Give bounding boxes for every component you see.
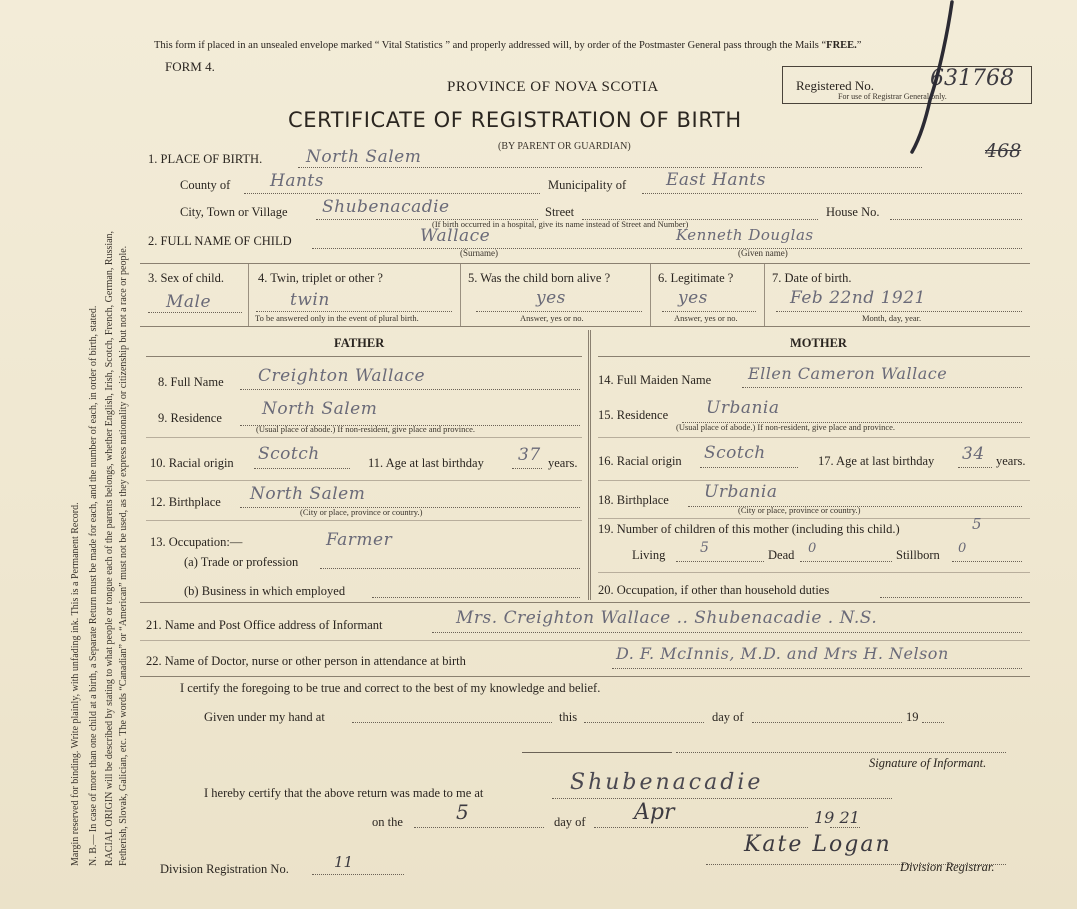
city-label: City, Town or Village [180, 205, 288, 219]
registrar-place-line [552, 798, 892, 799]
child-given-value: Kenneth Douglas [676, 226, 814, 244]
alive-line [476, 311, 642, 312]
trade-line [320, 568, 580, 569]
dead-value: 0 [808, 541, 817, 556]
alive-label: 5. Was the child born alive ? [468, 271, 611, 285]
father-residence-caption: (Usual place of abode.) If non-resident, give place and province. [256, 424, 476, 434]
twin-caption: To be answered only in the event of plural birth. [255, 313, 419, 323]
doctor-value: D. F. McInnis, M.D. and Mrs H. Nelson [616, 644, 949, 663]
mother-age-label: 17. Age at last birthday [818, 454, 935, 468]
registration-year-line [830, 827, 860, 828]
division-registration-label: Division Registration No. [160, 862, 289, 876]
informant-value: Mrs. Creighton Wallace .. Shubenacadie . N.S. [456, 608, 878, 628]
registered-number: 631768 [930, 66, 1014, 91]
mother-name-line [742, 387, 1022, 388]
mother-age-value: 34 [962, 444, 985, 464]
on-the-value: 5 [456, 800, 469, 824]
sex-value: Male [166, 292, 212, 312]
row3-top-rule [140, 263, 1030, 264]
father-rule-2 [146, 480, 582, 481]
mother-birthplace-caption: (City or place, province or country.) [738, 505, 861, 515]
place-of-birth-label: 1. PLACE OF BIRTH. [148, 152, 263, 166]
business-line [372, 597, 580, 598]
mother-occupation-line [880, 597, 1022, 598]
this-line [584, 722, 704, 723]
surname-caption: (Surname) [460, 248, 498, 258]
county-value: Hants [270, 171, 324, 191]
day-of2-label: day of [554, 815, 586, 829]
stillborn-line [952, 561, 1022, 562]
father-residence-label: 9. Residence [158, 411, 222, 425]
mother-occupation-label: 20. Occupation, if other than household duties [598, 583, 830, 597]
on-the-label: on the [372, 815, 403, 829]
mother-heading-rule [598, 356, 1030, 357]
legitimate-value: yes [678, 288, 708, 308]
on-the-line [414, 827, 544, 828]
row3-bottom-rule [140, 326, 1030, 327]
municipality-value: East Hants [666, 170, 766, 190]
father-occupation-value: Farmer [326, 530, 393, 550]
mother-rule-2 [598, 480, 1030, 481]
business-label: (b) Business in which employed [184, 584, 346, 598]
father-name-label: 8. Full Name [158, 375, 224, 389]
father-name-value: Creighton Wallace [258, 366, 426, 386]
children-count-label: 19. Number of children of this mother (including this child.) [598, 522, 900, 536]
dead-line [800, 561, 892, 562]
child-surname-value: Wallace [420, 226, 491, 246]
father-birthplace-value: North Salem [250, 484, 366, 504]
divider-5-6 [650, 264, 651, 326]
parents-bottom-rule [140, 602, 1030, 603]
street-label: Street [545, 205, 575, 219]
divider-4-5 [460, 264, 461, 326]
registrar-place-value: Shubenacadie [570, 770, 764, 795]
mother-rule-3 [598, 518, 1030, 519]
mother-years: years. [996, 454, 1026, 468]
signature-informant-caption: Signature of Informant. [869, 756, 987, 770]
given-caption: (Given name) [738, 248, 788, 258]
mother-racial-value: Scotch [704, 443, 766, 463]
legitimate-line [662, 311, 756, 312]
dead-label: Dead [768, 548, 795, 562]
registrar-signature: Kate Logan [744, 832, 892, 857]
living-label: Living [632, 548, 666, 562]
month-value: Apr [634, 800, 675, 825]
given-place-line [352, 722, 552, 723]
informant-signature-line-a [522, 752, 672, 753]
father-name-line [240, 389, 580, 390]
registration-year: 19 21 [814, 808, 860, 827]
mother-birthplace-label: 18. Birthplace [598, 493, 669, 507]
house-label: House No. [826, 205, 880, 219]
sex-label: 3. Sex of child. [148, 271, 225, 285]
side-note-3: RACIAL ORIGIN will be described by stating to what people or tongue each of the parents belongs, whether English, Irish, Scotch, French, German, Russian, [104, 230, 115, 866]
father-age-line [512, 468, 542, 469]
page-subtitle: (BY PARENT OR GUARDIAN) [498, 141, 631, 152]
father-racial-line [254, 468, 350, 469]
place-of-birth-line [298, 167, 922, 168]
mother-residence-label: 15. Residence [598, 408, 669, 422]
informant-signature-line-b [676, 752, 1006, 753]
check-mark-stroke [890, 0, 970, 160]
mother-name-value: Ellen Cameron Wallace [748, 364, 948, 383]
father-age-label: 11. Age at last birthday [368, 456, 484, 470]
father-rule-1 [146, 437, 582, 438]
certify-statement: I certify the foregoing to be true and correct to the best of my knowledge and belief. [180, 681, 601, 695]
side-note-4: Fetherish, Slovak, Galician, etc. The words “Canadian” or “American” must not be used, as they express nationality or citizenship but not a race or people. [118, 245, 129, 866]
parents-column-divider [588, 330, 591, 600]
place-of-birth-value: North Salem [306, 147, 422, 167]
father-racial-value: Scotch [258, 444, 320, 464]
mother-birthplace-value: Urbania [704, 482, 778, 502]
father-rule-3 [146, 520, 582, 521]
father-birthplace-caption: (City or place, province or country.) [300, 507, 423, 517]
mother-name-label: 14. Full Maiden Name [598, 373, 712, 387]
sex-line [148, 312, 242, 313]
alive-caption: Answer, yes or no. [520, 313, 584, 323]
living-line [676, 561, 764, 562]
day-of-label: day of [712, 710, 744, 724]
form-number: FORM 4. [165, 59, 215, 74]
municipality-label: Municipality of [548, 178, 627, 192]
doctor-line [612, 668, 1022, 669]
page-title: CERTIFICATE OF REGISTRATION OF BIRTH [288, 108, 742, 132]
given-under-label: Given under my hand at [204, 710, 325, 724]
trade-label: (a) Trade or profession [184, 555, 299, 569]
mother-racial-line [700, 467, 798, 468]
twin-value: twin [290, 290, 330, 310]
informant-rule [140, 640, 1030, 641]
dob-value: Feb 22nd 1921 [790, 288, 926, 308]
registrar-statement: I hereby certify that the above return was made to me at [204, 786, 484, 800]
year-line [922, 722, 944, 723]
year-prefix: 19 [906, 710, 919, 724]
twin-label: 4. Twin, triplet or other ? [258, 271, 383, 285]
father-age-value: 37 [518, 445, 541, 465]
legitimate-caption: Answer, yes or no. [674, 313, 738, 323]
division-registrar-caption: Division Registrar. [900, 860, 995, 874]
registered-label: Registered No. [796, 78, 874, 93]
registrar-use-note: For use of Registrar General only. [838, 92, 947, 101]
mother-age-line [958, 467, 992, 468]
corner-number: 468 [985, 140, 1022, 162]
divider-6-7 [764, 264, 765, 326]
doctor-label: 22. Name of Doctor, nurse or other person in attendance at birth [146, 654, 466, 668]
informant-label: 21. Name and Post Office address of Informant [146, 618, 383, 632]
father-years: years. [548, 456, 578, 470]
city-value: Shubenacadie [322, 197, 450, 217]
legitimate-label: 6. Legitimate ? [658, 271, 734, 285]
mother-heading: MOTHER [790, 336, 847, 350]
stillborn-value: 0 [958, 541, 967, 556]
dob-label: 7. Date of birth. [772, 271, 852, 285]
side-note-2: N. B.— In case of more than one child at a birth, a Separate Return must be made for each, and the number of each, in order of birth, stated. [88, 305, 99, 866]
divider-3-4 [248, 264, 249, 326]
doctor-rule [140, 676, 1030, 677]
county-label: County of [180, 178, 231, 192]
this-label: this [559, 710, 578, 724]
mother-rule-4 [598, 572, 1030, 573]
dob-line [776, 311, 1022, 312]
twin-line [256, 311, 452, 312]
division-registration-line [312, 874, 404, 875]
day-of-line [752, 722, 902, 723]
house-line [890, 219, 1022, 220]
dob-caption: Month, day, year. [862, 313, 922, 323]
hospital-note: (If birth occurred in a hospital, give its name instead of Street and Number) [432, 219, 689, 229]
father-racial-label: 10. Racial origin [150, 456, 234, 470]
side-note-1: Margin reserved for binding. Write plainly, with unfading ink. This is a Permanent Record. [70, 502, 81, 866]
father-birthplace-label: 12. Birthplace [150, 495, 221, 509]
mother-residence-caption: (Usual place of abode.) If non-resident, give place and province. [676, 422, 896, 432]
month-line [594, 827, 808, 828]
father-heading: FATHER [334, 336, 385, 350]
child-name-line [312, 248, 1022, 249]
mother-rule-1 [598, 437, 1030, 438]
division-registration-value: 11 [334, 853, 354, 871]
father-occupation-label: 13. Occupation:— [150, 535, 243, 549]
mail-note: This form if placed in an unsealed envelope marked “ Vital Statistics ” and properly addressed will, by order of the Postmaster General pass through the Mails “FREE.” [154, 40, 862, 51]
municipality-line [642, 193, 1022, 194]
mother-residence-value: Urbania [706, 398, 780, 418]
alive-value: yes [536, 288, 566, 308]
province-heading: PROVINCE OF NOVA SCOTIA [447, 79, 659, 95]
stillborn-label: Stillborn [896, 548, 940, 562]
county-line [244, 193, 540, 194]
living-value: 5 [700, 540, 710, 556]
informant-line [432, 632, 1022, 633]
child-name-label: 2. FULL NAME OF CHILD [148, 234, 292, 248]
mother-racial-label: 16. Racial origin [598, 454, 682, 468]
father-heading-rule [146, 356, 582, 357]
father-residence-value: North Salem [262, 399, 378, 419]
children-count-value: 5 [972, 515, 983, 533]
